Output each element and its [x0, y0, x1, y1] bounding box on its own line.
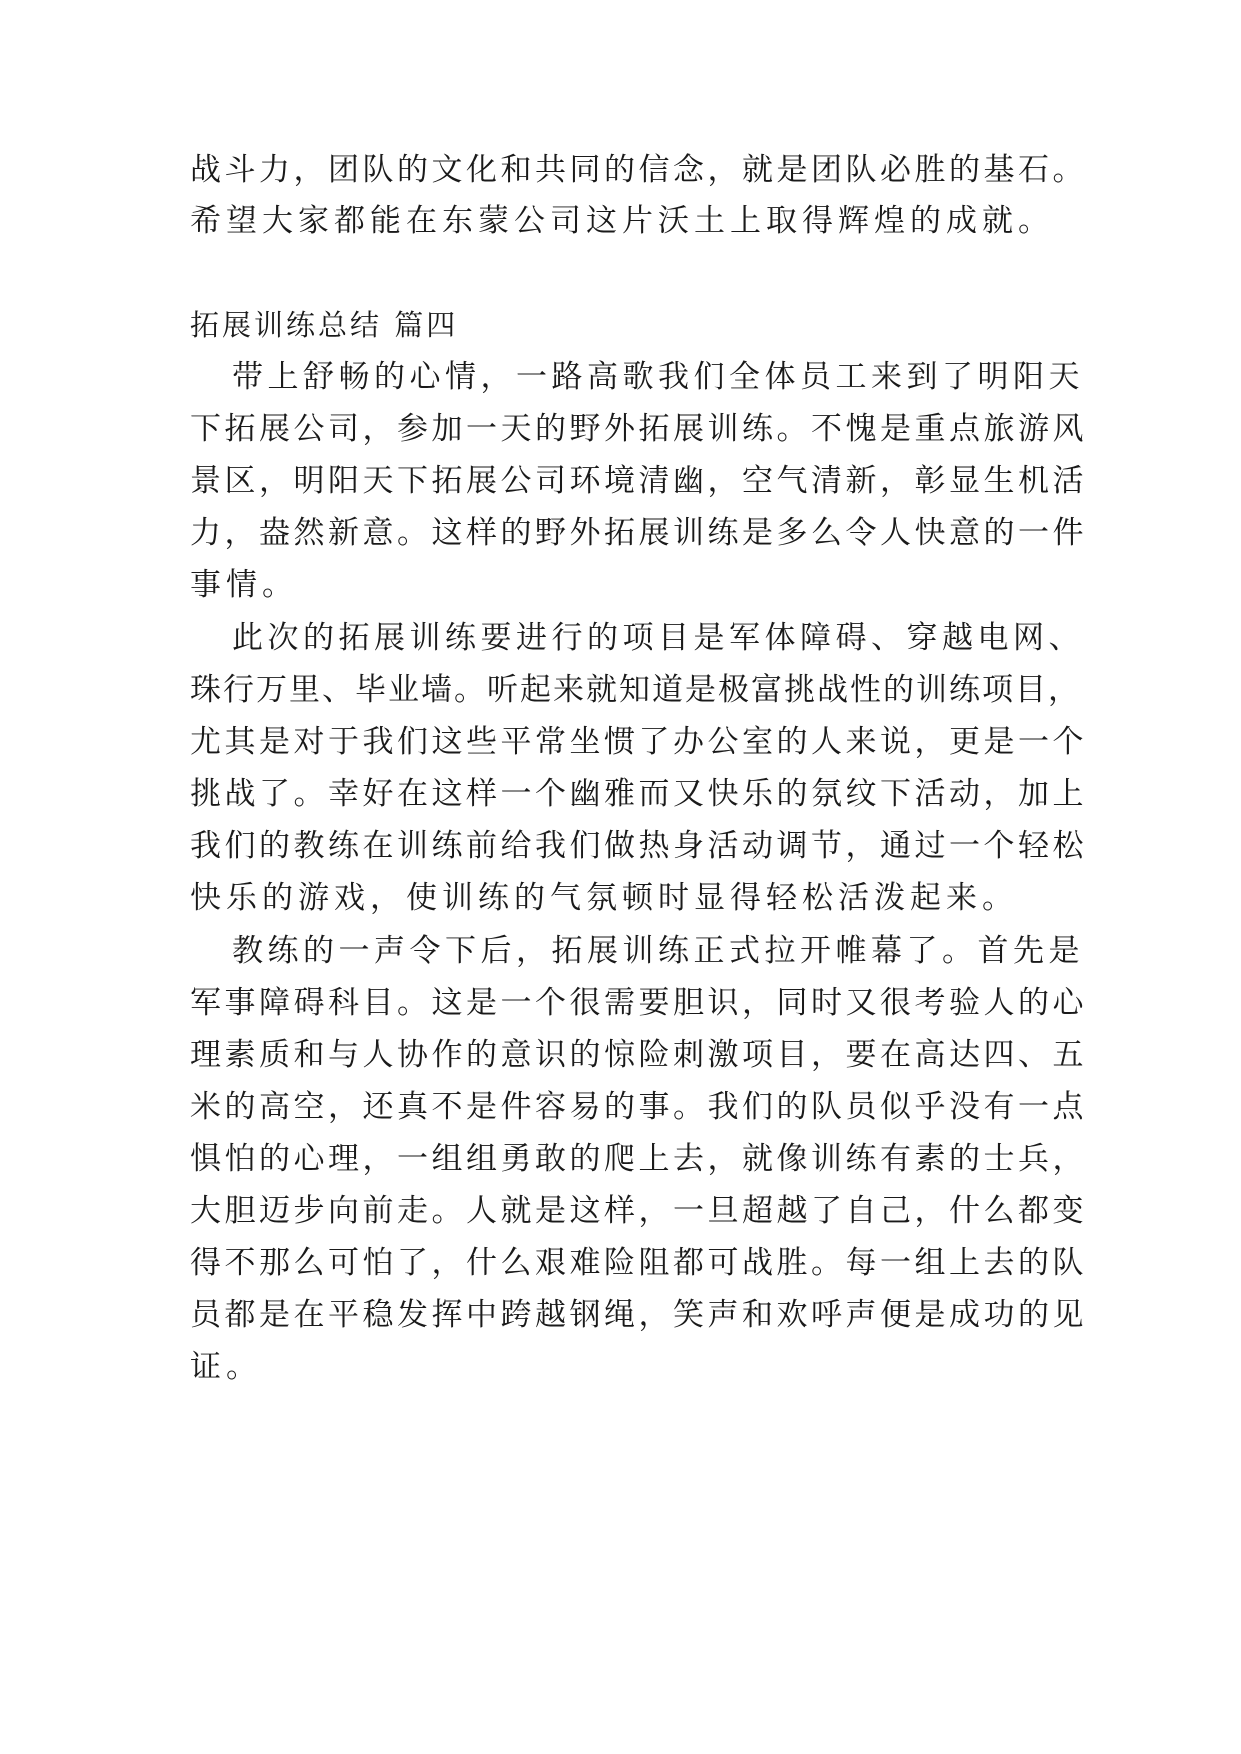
paragraph-line: 惧怕的心理，一组组勇敢的爬上去，就像训练有素的士兵，: [190, 1141, 1087, 1177]
paragraph-line: 我们的教练在训练前给我们做热身活动调节，通过一个轻松: [190, 828, 1087, 864]
paragraph-line: 大胆迈步向前走。人就是这样，一旦超越了自己，什么都变: [190, 1193, 1087, 1229]
paragraph-line: 证。: [190, 1349, 262, 1385]
paragraph-line: 力，盎然新意。这样的野外拓展训练是多么令人快意的一件: [190, 515, 1087, 551]
paragraph-line: 教练的一声令下后，拓展训练正式拉开帷幕了。首先是: [232, 933, 1084, 969]
paragraph-line: 下拓展公司，参加一天的野外拓展训练。不愧是重点旅游风: [190, 411, 1087, 447]
intro-line: 战斗力，团队的文化和共同的信念，就是团队必胜的基石。: [190, 152, 1087, 188]
section-heading: 拓展训练总结 篇四: [190, 308, 459, 342]
paragraph-line: 带上舒畅的心情，一路高歌我们全体员工来到了明阳天: [232, 359, 1084, 395]
paragraph-line: 快乐的游戏，使训练的气氛顿时显得轻松活泼起来。: [190, 880, 1018, 916]
paragraph-line: 事情。: [190, 567, 298, 603]
intro-line: 希望大家都能在东蒙公司这片沃土上取得辉煌的成就。: [190, 203, 1054, 239]
paragraph-line: 得不那么可怕了，什么艰难险阻都可战胜。每一组上去的队: [190, 1245, 1087, 1281]
paragraph-line: 景区，明阳天下拓展公司环境清幽，空气清新，彰显生机活: [190, 463, 1087, 499]
paragraph-line: 理素质和与人协作的意识的惊险刺激项目，要在高达四、五: [190, 1037, 1087, 1073]
paragraph-line: 尤其是对于我们这些平常坐惯了办公室的人来说，更是一个: [190, 724, 1087, 760]
paragraph-line: 此次的拓展训练要进行的项目是军体障碍、穿越电网、: [232, 620, 1084, 656]
paragraph-line: 员都是在平稳发挥中跨越钢绳，笑声和欢呼声便是成功的见: [190, 1297, 1087, 1333]
paragraph-line: 军事障碍科目。这是一个很需要胆识，同时又很考验人的心: [190, 985, 1087, 1021]
paragraph-line: 珠行万里、毕业墙。听起来就知道是极富挑战性的训练项目，: [190, 672, 1081, 708]
paragraph-line: 米的高空，还真不是件容易的事。我们的队员似乎没有一点: [190, 1089, 1087, 1125]
paragraph-line: 挑战了。幸好在这样一个幽雅而又快乐的氛纹下活动，加上: [190, 776, 1087, 812]
